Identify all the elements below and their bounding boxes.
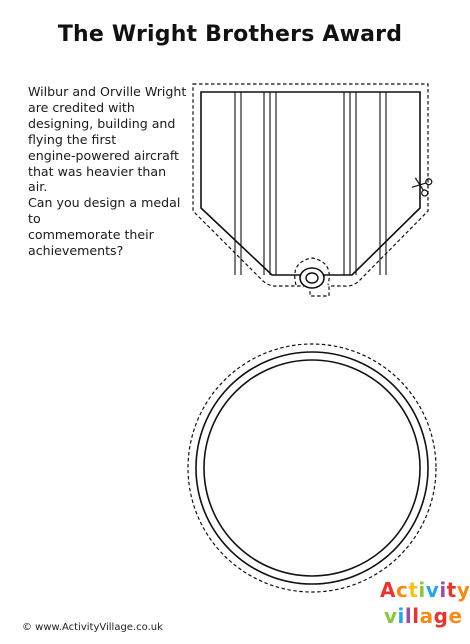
logo-letter: t [446, 578, 457, 602]
logo-letter: e [448, 604, 463, 628]
logo-letter: a [419, 604, 434, 628]
logo-letter: A [380, 578, 396, 602]
intro-line: that was heavier than air. [28, 163, 167, 195]
medal-disc-inner [204, 360, 420, 576]
intro-line: Wilbur and Orville Wright [28, 84, 187, 99]
intro-line: Can you design a medal to [28, 195, 181, 227]
logo-letter: l [412, 604, 420, 628]
logo-letter: i [397, 604, 405, 628]
logo-letter: v [425, 578, 440, 602]
logo-letter: l [404, 604, 413, 628]
intro-line: engine-powered aircraft [28, 147, 179, 163]
intro-line: designing, building and [28, 115, 176, 131]
ribbon [201, 92, 420, 275]
logo-letter: y [456, 578, 470, 602]
logo-word-activity [380, 578, 470, 602]
logo-letter: i [439, 578, 447, 602]
page-title: The Wright Brothers Award [57, 22, 403, 47]
intro-line: commemorate their [28, 227, 154, 243]
footer-copyright: © www.ActivityVillage.co.uk [22, 622, 163, 633]
logo-word-village [384, 604, 463, 628]
intro-line: achievements? [28, 243, 124, 259]
logo-letter: c [395, 578, 409, 602]
logo-letter: t [408, 578, 419, 602]
intro-line: are credited with [28, 99, 135, 115]
activity-village-logo [380, 578, 470, 638]
logo-letter: g [433, 604, 449, 628]
logo-letter: i [418, 578, 426, 602]
logo-letter: v [384, 604, 398, 628]
intro-line: flying the first [28, 131, 117, 147]
